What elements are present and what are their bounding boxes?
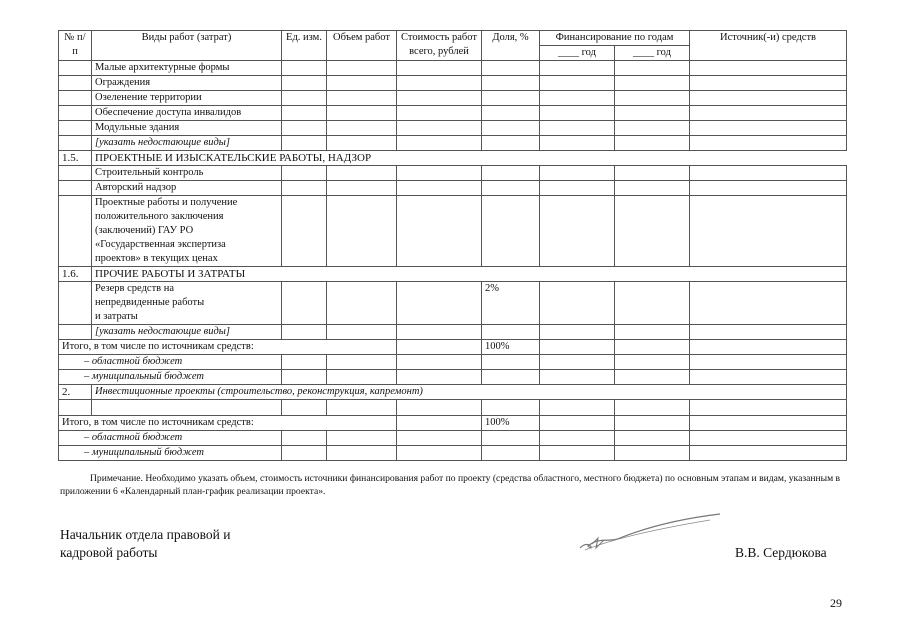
col-volume: Объем работ bbox=[327, 31, 397, 61]
table-row: Проектные работы и получение положительного заключения (заключений) ГАУ РО «Государственная экспертиза проектов» в текущих ценах bbox=[59, 196, 847, 267]
table-row: Обеспечение доступа инвалидов bbox=[59, 106, 847, 121]
table-row: Строительный контроль bbox=[59, 166, 847, 181]
table-row bbox=[59, 400, 847, 416]
table-row: [указать недостающие виды] bbox=[59, 325, 847, 340]
note-text: Примечание. Необходимо указать объем, стоимость источники финансирования работ по проекту (средства областного, местного бюджета) по основным этапам и видам, указанным в приложении 6 «Календарный план-график реализации проекта». bbox=[60, 473, 841, 497]
table-row: Модульные здания bbox=[59, 121, 847, 136]
header-row bbox=[59, 31, 847, 46]
col-work: Виды работ (затрат) bbox=[92, 31, 282, 61]
col-unit: Ед. изм. bbox=[282, 31, 327, 61]
col-share: Доля, % bbox=[482, 31, 540, 61]
table-row: Резерв средств на непредвиденные работы и затраты 2% bbox=[59, 282, 847, 325]
table-row: [указать недостающие виды] bbox=[59, 136, 847, 151]
total-row: Итого, в том числе по источникам средств: 100% bbox=[59, 416, 847, 431]
table-row: – муниципальный бюджет bbox=[59, 370, 847, 385]
table-row: – областной бюджет bbox=[59, 355, 847, 370]
page-number: 29 bbox=[830, 596, 842, 610]
table-row: Озеленение территории bbox=[59, 91, 847, 106]
table-row: Авторский надзор bbox=[59, 181, 847, 196]
col-year1: ____ год bbox=[540, 46, 615, 61]
col-num: № п/п bbox=[59, 31, 92, 61]
budget-table bbox=[58, 30, 847, 461]
section-row: 1.6. ПРОЧИЕ РАБОТЫ И ЗАТРАТЫ bbox=[59, 267, 847, 282]
section-row: 2. Инвестиционные проекты (строительство, реконструкция, капремонт) bbox=[59, 385, 847, 400]
section-row: 1.5. ПРОЕКТНЫЕ И ИЗЫСКАТЕЛЬСКИЕ РАБОТЫ, НАДЗОР bbox=[59, 151, 847, 166]
signature-name: В.В. Сердюкова bbox=[735, 545, 827, 560]
col-year2: ____ год bbox=[615, 46, 690, 61]
total-row: Итого, в том числе по источникам средств: 100% bbox=[59, 340, 847, 355]
table-row: – областной бюджет bbox=[59, 431, 847, 446]
col-cost: Стоимость работ всего, рублей bbox=[397, 31, 482, 61]
col-financing: Финансирование по годам bbox=[540, 31, 690, 46]
handwritten-signature-icon bbox=[570, 508, 730, 558]
table-row: – муниципальный бюджет bbox=[59, 446, 847, 461]
table-row: Малые архитектурные формы bbox=[59, 61, 847, 76]
col-source: Источник(-и) средств bbox=[690, 31, 847, 61]
table-row: Ограждения bbox=[59, 76, 847, 91]
signature-position: Начальник отдела правовой и кадровой работы bbox=[60, 527, 231, 560]
